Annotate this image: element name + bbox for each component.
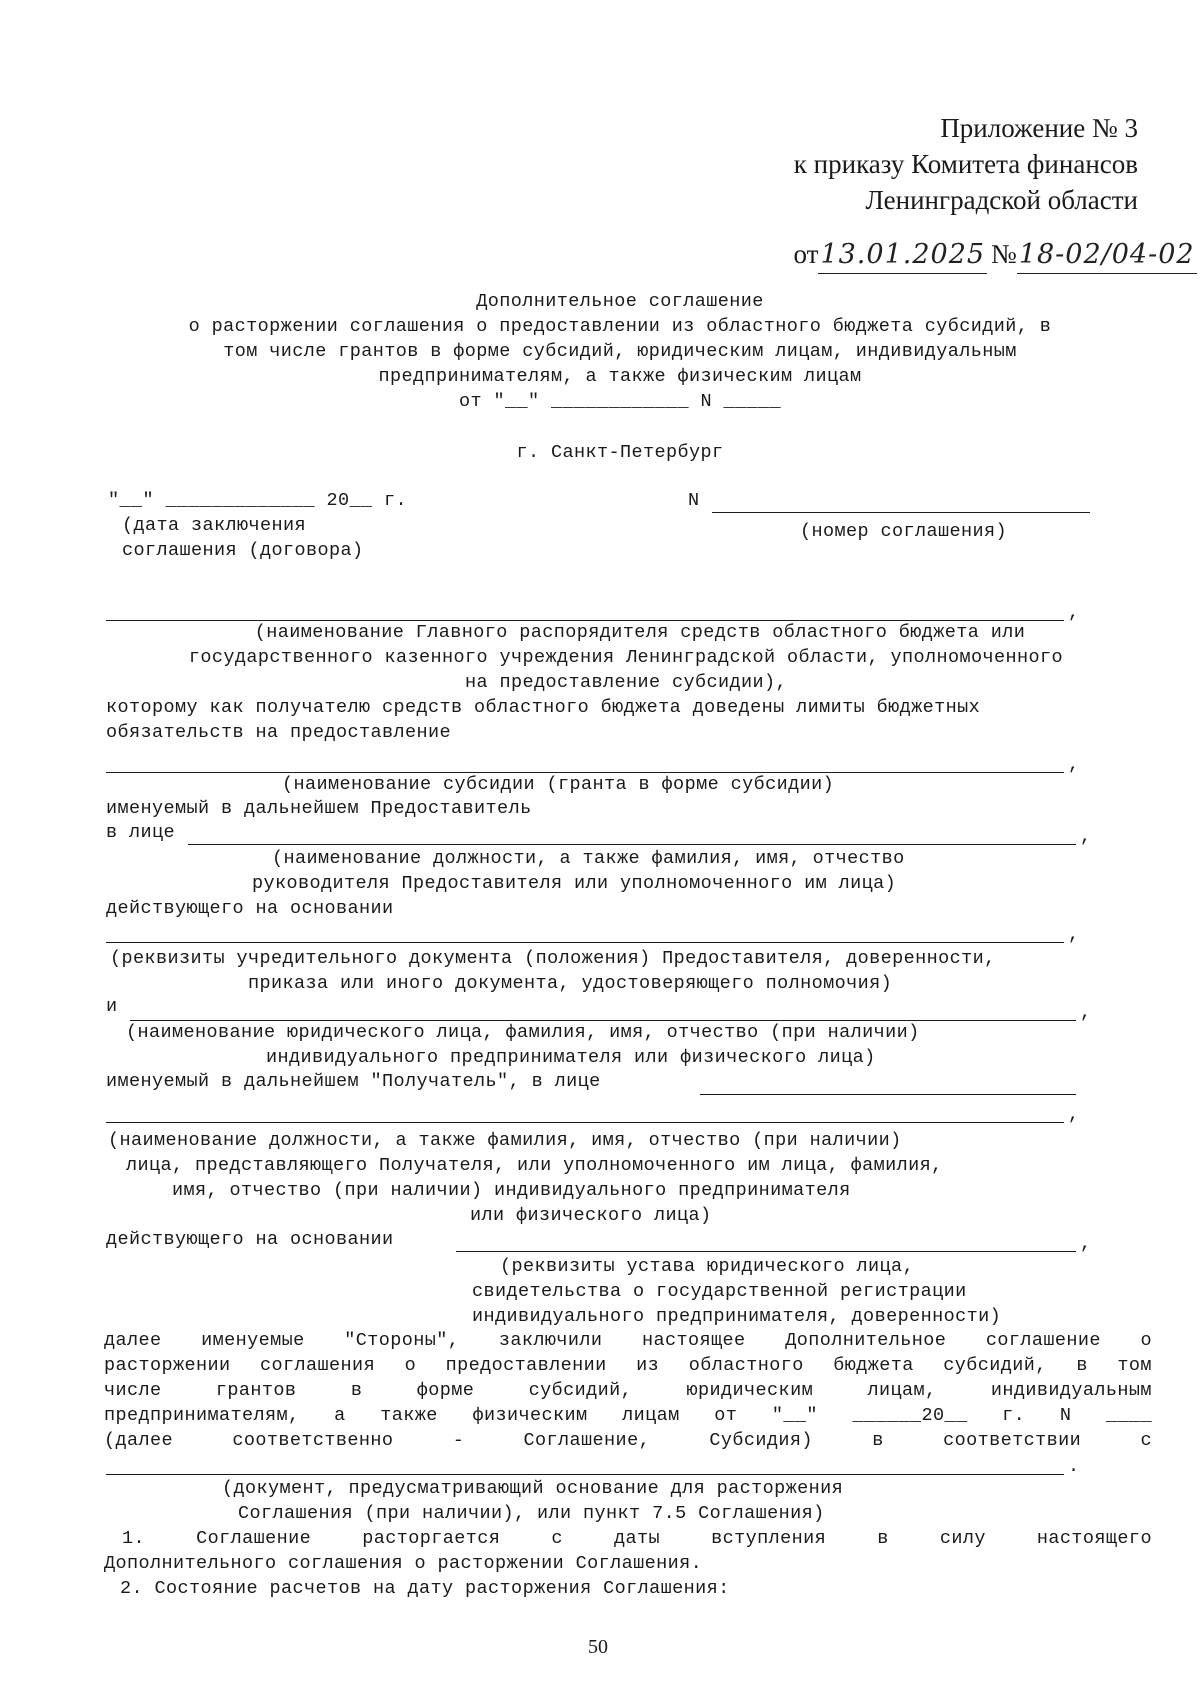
paragraph-word: лицам — [622, 1405, 680, 1426]
recipient-representative-line — [700, 1094, 1076, 1095]
paragraph-word: предпринимателям, — [104, 1405, 300, 1426]
paragraph-line-3 — [104, 1380, 1152, 1401]
recipient-basis-line — [456, 1251, 1076, 1252]
date-caption-2: соглашения (договора) — [122, 540, 364, 561]
agreement-title-line-2: о расторжении соглашения о предоставлении из областного бюджета субсидий, в — [188, 316, 1052, 337]
paragraph-word: Дополнительное — [785, 1330, 947, 1351]
body-line-obligations: обязательств на предоставление — [106, 722, 452, 743]
termination-basis-line — [106, 1474, 1064, 1475]
appendix-order-line: к приказу Комитета финансов — [793, 149, 1138, 179]
clause-1-line — [122, 1528, 1152, 1549]
grantor-caption-1: (наименование Главного распорядителя средств областного бюджета или — [254, 622, 1026, 643]
appendix-title: Приложение № 3 — [940, 113, 1138, 143]
paragraph-word: ____ — [1105, 1405, 1152, 1426]
date-field: "__" _____________ 20__ г. — [108, 490, 408, 511]
paragraph-word: даты — [613, 1528, 660, 1549]
paragraph-word: соответственно — [232, 1430, 394, 1451]
paragraph-word: а — [334, 1405, 346, 1426]
page-number: 50 — [588, 1636, 608, 1658]
recipient-rep-caption-3: имя, отчество (при наличии) индивидуального предпринимателя — [172, 1180, 851, 1201]
agreement-title: Дополнительное соглашение — [476, 291, 764, 312]
basis-caption-2: приказа или иного документа, удостоверяющего полномочия) — [248, 973, 893, 994]
comma: , — [1068, 754, 1080, 775]
grantor-name-line — [106, 620, 1064, 621]
paragraph-word: бюджета — [833, 1355, 914, 1376]
comma: , — [1068, 602, 1080, 623]
paragraph-word: "Стороны", — [344, 1330, 460, 1351]
acting-basis: действующего на основании — [106, 898, 394, 919]
city: г. Санкт-Петербург — [516, 442, 724, 463]
number-underline — [712, 512, 1090, 513]
recipient-caption-1: (наименование юридического лица, фамилия, имя, отчество (при наличии) — [126, 1022, 920, 1043]
paragraph-word: расторгается — [362, 1528, 501, 1549]
paragraph-word: субсидий, — [943, 1355, 1047, 1376]
recipient-basis-caption-3: индивидуального предпринимателя, доверенности) — [472, 1306, 1002, 1327]
paragraph-word: - — [452, 1430, 465, 1451]
grantor-representative-line — [188, 844, 1076, 845]
grantor-basis-line — [106, 942, 1064, 943]
comma: , — [1080, 1002, 1092, 1023]
paragraph-word: N — [1059, 1405, 1072, 1426]
recipient-acting-basis: действующего на основании — [106, 1229, 394, 1250]
paragraph-word: в — [350, 1380, 363, 1401]
recipient-rep-caption-2: лица, представляющего Получателя, или уполномоченного им лица, фамилия, — [126, 1155, 943, 1176]
recipient-rep-caption-1: (наименование должности, а также фамилия, имя, отчество (при наличии) — [108, 1130, 902, 1151]
paragraph-word: физическим — [472, 1405, 588, 1426]
paragraph-word: с — [1140, 1430, 1152, 1451]
paragraph-word: соглашения — [260, 1355, 376, 1376]
paragraph-word: настоящего — [1036, 1528, 1152, 1549]
paragraph-word: ______20__ — [852, 1405, 968, 1426]
paragraph-word: заключили — [498, 1330, 603, 1351]
paragraph-word: том — [1117, 1355, 1152, 1376]
paragraph-word: соответствии — [943, 1430, 1082, 1451]
grantor-caption-2: государственного казенного учреждения Ленинградской области, уполномоченного — [188, 647, 1064, 668]
paragraph-word: вступления — [711, 1528, 827, 1549]
recipient-basis-caption-2: свидетельства о государственной регистрации — [472, 1281, 967, 1302]
representative-caption-1: (наименование должности, а также фамилия, имя, отчество — [272, 848, 905, 869]
paragraph-word: (далее — [104, 1430, 174, 1451]
comma: , — [1068, 924, 1080, 945]
recipient-named: именуемый в дальнейшем "Получатель", в лице — [106, 1071, 601, 1092]
handwritten-number: 18-02/04-02 — [1017, 237, 1197, 274]
paragraph-word: грантов — [215, 1380, 297, 1401]
comma: , — [1080, 1233, 1092, 1254]
comma: , — [1068, 1104, 1080, 1125]
body-line-limits: которому как получателю средств областного бюджета доведены лимиты бюджетных — [106, 697, 981, 718]
paragraph-word: Соглашение, — [523, 1430, 651, 1451]
recipient-caption-2: индивидуального предпринимателя или физического лица) — [266, 1047, 876, 1068]
paragraph-word: Субсидия) — [709, 1430, 813, 1451]
paragraph-word: от — [714, 1405, 738, 1426]
clause-1-continued: Дополнительного соглашения о расторжении Соглашения. — [104, 1553, 703, 1574]
and-label: и — [106, 996, 118, 1017]
paragraph-word: из — [636, 1355, 660, 1376]
paragraph-line-1 — [104, 1330, 1152, 1351]
recipient-rep-caption-4: или физического лица) — [470, 1205, 712, 1226]
number-caption: (номер соглашения) — [800, 521, 1008, 542]
paragraph-word: Соглашение — [196, 1528, 312, 1549]
paragraph-word: числе — [104, 1380, 162, 1401]
paragraph-word: в — [877, 1528, 889, 1549]
paragraph-word: юридическим — [686, 1380, 814, 1401]
paragraph-word: о — [404, 1355, 417, 1376]
paragraph-word: "__" — [771, 1405, 818, 1426]
paragraph-word: индивидуальным — [990, 1380, 1152, 1401]
paragraph-word: предоставлении — [445, 1355, 607, 1376]
paragraph-word: в — [872, 1430, 884, 1451]
handwritten-date: 13.01.2025 — [818, 237, 987, 274]
paragraph-line-4 — [104, 1405, 1152, 1426]
grantor-represented-by: в лице — [106, 822, 176, 843]
appendix-ot-label: от — [793, 239, 819, 269]
paragraph-line-2 — [104, 1355, 1152, 1376]
basis-caption-1: (реквизиты учредительного документа (положения) Предоставителя, доверенности, — [110, 948, 996, 969]
grantor-named: именуемый в дальнейшем Предоставитель — [106, 798, 532, 819]
paragraph-word: далее — [104, 1330, 162, 1351]
subsidy-name-line — [106, 772, 1064, 773]
recipient-name-line — [130, 1020, 1076, 1021]
paragraph-word: в — [1076, 1355, 1088, 1376]
appendix-number-sign: № — [991, 239, 1017, 269]
period: . — [1068, 1456, 1080, 1477]
paragraph-word: расторжении — [104, 1355, 231, 1376]
recipient-basis-caption-1: (реквизиты устава юридического лица, — [500, 1256, 915, 1277]
paragraph-word: настоящее — [642, 1330, 746, 1351]
paragraph-word: о — [1140, 1330, 1152, 1351]
paragraph-word: 1. — [122, 1528, 146, 1549]
agreement-title-line-3: том числе грантов в форме субсидий, юридическим лицам, индивидуальным — [223, 341, 1017, 362]
clause-2: 2. Состояние расчетов на дату расторжения Соглашения: — [120, 1578, 730, 1599]
appendix-date-number — [780, 200, 1197, 274]
representative-caption-2: руководителя Предоставителя или уполномоченного им лица) — [252, 873, 897, 894]
paragraph-word: именуемые — [201, 1330, 305, 1351]
date-caption: (дата заключения — [122, 515, 307, 536]
termination-caption-1: (документ, предусматривающий основание для расторжения — [222, 1478, 844, 1499]
paragraph-word: субсидий, — [528, 1380, 633, 1401]
paragraph-word: с — [551, 1528, 563, 1549]
agreement-title-line-4: предпринимателям, а также физическим лицам — [378, 366, 862, 387]
recipient-representative-line-2 — [106, 1122, 1064, 1123]
paragraph-word: форме — [416, 1380, 475, 1401]
termination-caption-2: Соглашения (при наличии), или пункт 7.5 Соглашения) — [238, 1503, 825, 1524]
comma: , — [1080, 826, 1092, 847]
appendix-region-line: Ленинградской области — [865, 185, 1138, 215]
subsidy-caption: (наименование субсидии (гранта в форме субсидии) — [282, 774, 835, 795]
paragraph-word: также — [380, 1405, 438, 1426]
grantor-caption-3: на предоставление субсидии), — [464, 672, 788, 693]
paragraph-word: областного — [688, 1355, 804, 1376]
paragraph-word: г. — [1002, 1405, 1026, 1426]
paragraph-word: соглашение — [985, 1330, 1101, 1351]
paragraph-line-5 — [104, 1430, 1152, 1451]
number-label: N — [688, 490, 700, 511]
paragraph-word: силу — [939, 1528, 986, 1549]
paragraph-word: лицам, — [867, 1380, 937, 1401]
agreement-title-line-5: от "__" ____________ N _____ — [458, 391, 782, 412]
